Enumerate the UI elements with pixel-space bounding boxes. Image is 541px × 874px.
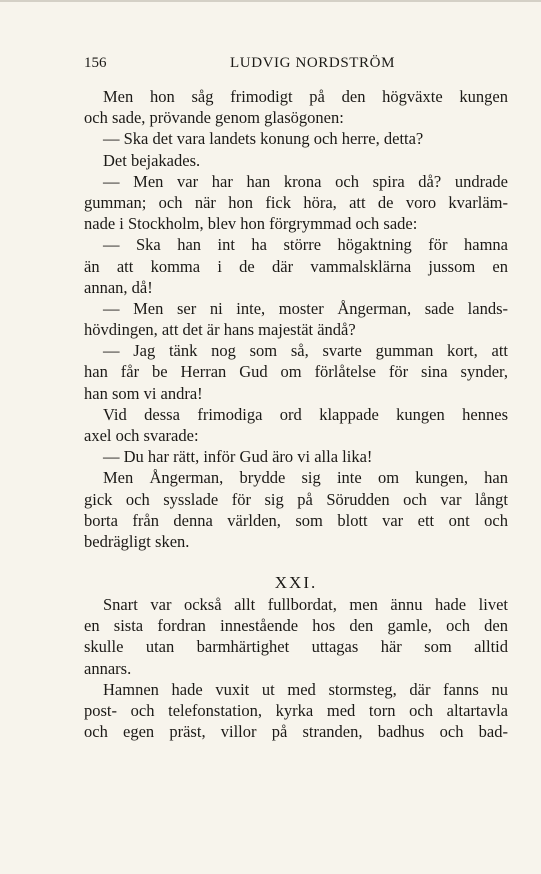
text-line: och egen präst, villor på stranden, badhus och bad-: [84, 722, 508, 742]
page-edge-rule: [0, 0, 541, 2]
text-line: — Ska det vara landets konung och herre, detta?: [103, 129, 424, 149]
text-line: Snart var också allt fullbordat, men ännu hade livet: [103, 595, 508, 614]
page-number: 156: [84, 55, 107, 71]
text-line: han som vi andra!: [84, 383, 203, 403]
text-line: post- och telefonstation, kyrka med torn och altartavla: [84, 700, 508, 720]
text-line: och sade, prövande genom glasögonen:: [84, 108, 344, 128]
text-line: Men hon såg frimodigt på den högväxte kungen: [103, 87, 508, 106]
body-text: [84, 86, 508, 552]
text-line: Vid dessa frimodiga ord klappade kungen hennes: [103, 404, 508, 424]
text-line: skulle utan barmhärtighet uttagas här som alltid: [84, 637, 508, 657]
text-line: en sista fordran innestående hos den gamle, och den: [84, 616, 508, 636]
chapter-heading: XXI.: [274, 573, 318, 592]
text-line: hövdingen, att det är hans majestät ändå?: [84, 320, 356, 340]
text-line: annars.: [84, 658, 132, 678]
text-line: — Du har rätt, inför Gud äro vi alla lika!: [103, 447, 373, 467]
text-line: — Men var har han krona och spira då? undrade: [103, 171, 508, 191]
text-line: Det bejakades.: [103, 150, 201, 170]
running-head: [84, 53, 508, 73]
text-line: — Men ser ni inte, moster Ångerman, sade lands-: [103, 298, 508, 318]
text-line: borta från denna världen, som blott var ett ont och: [84, 510, 508, 530]
text-line: bedrägligt sken.: [84, 531, 190, 551]
text-line: Men Ångerman, brydde sig inte om kungen, han: [103, 468, 508, 488]
text-line: — Jag tänk nog som så, svarte gumman kort, att: [103, 341, 508, 361]
text-line: än att komma i de där vammalsklärna jussom en: [84, 256, 508, 276]
text-line: annan, då!: [84, 277, 153, 297]
running-title: LUDVIG NORDSTRÖM: [230, 55, 396, 71]
text-line: axel och svarade:: [84, 426, 199, 445]
text-line: — Ska han int ha större högaktning för hamna: [103, 235, 508, 255]
chapter-text: [84, 594, 508, 742]
text-line: han får be Herran Gud om förlåtelse för sina synder,: [84, 362, 508, 382]
text-line: nade i Stockholm, blev hon förgrymmad och sade:: [84, 214, 418, 234]
text-line: gick och sysslade för sig på Sörudden och var långt: [84, 489, 508, 509]
text-line: Hamnen hade vuxit ut med stormsteg, där fanns nu: [103, 679, 508, 699]
text-line: gumman; och när hon fick höra, att de voro kvarläm-: [84, 192, 508, 212]
